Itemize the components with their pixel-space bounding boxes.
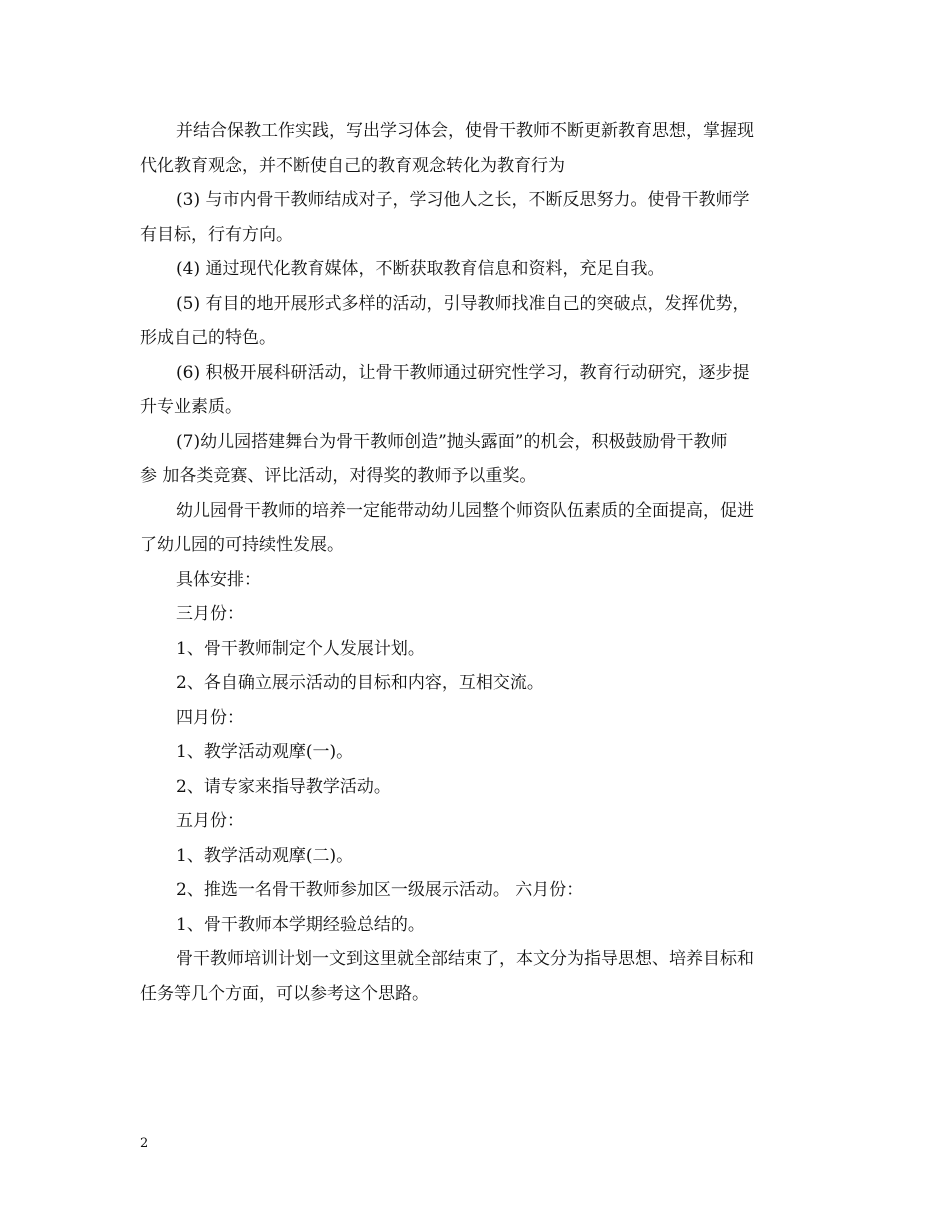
text-line: 了幼儿园的可持续性发展。 (140, 535, 344, 555)
text-line: 参 加各类竞赛、评比活动，对得奖的教师予以重奖。 (140, 466, 537, 486)
text-line: 1、骨干教师制定个人发展计划。 (176, 638, 425, 659)
text-line: 形成自己的特色。 (140, 328, 276, 348)
text-line: 具体安排： (176, 569, 261, 590)
text-line: 2、各自确立展示活动的目标和内容，互相交流。 (176, 673, 544, 693)
text-line: 1、骨干教师本学期经验总结的。 (176, 914, 425, 935)
text-line: 1、教学活动观摩(二)。 (176, 845, 354, 866)
text-line: (6) 积极开展科研活动，让骨干教师通过研究性学习，教育行动研究，逐步提 (176, 362, 750, 383)
text-line: 五月份： (176, 811, 244, 831)
text-line: (5) 有目的地开展形式多样的活动，引导教师找准自己的突破点，发挥优势， (176, 293, 750, 314)
text-line: 幼儿园骨干教师的培养一定能带动幼儿园整个师资队伍素质的全面提高，促进 (176, 500, 754, 521)
text-line: 1、教学活动观摩(一)。 (176, 742, 354, 762)
text-line: 2、推选一名骨干教师参加区一级展示活动。 六月份： (176, 880, 584, 900)
text-line: (4) 通过现代化教育媒体，不断获取教育信息和资料，充足自我。 (176, 259, 665, 279)
page-number: 2 (140, 1136, 149, 1151)
text-line: 有目标，行有方向。 (140, 224, 293, 245)
text-line: (3) 与市内骨干教师结成对子，学习他人之长，不断反思努力。使骨干教师学 (176, 190, 750, 210)
text-line: 骨干教师培训计划一文到这里就全部结束了，本文分为指导思想、培养目标和 (176, 949, 754, 969)
text-line: 2、请专家来指导教学活动。 (176, 776, 391, 797)
text-line: 并结合保教工作实践，写出学习体会，使骨干教师不断更新教育思想，掌握现 (176, 121, 754, 141)
text-line: 三月份： (176, 604, 244, 624)
text-line: 任务等几个方面，可以参考这个思路。 (140, 983, 429, 1004)
text-line: 升专业素质。 (140, 397, 242, 417)
body-text (140, 114, 816, 1011)
text-line: 四月份： (176, 707, 244, 728)
text-line: 代化教育观念，并不断使自己的教育观念转化为教育行为 (140, 155, 565, 176)
text-line: (7)幼儿园搭建舞台为骨干教师创造”抛头露面”的机会，积极鼓励骨干教师 (176, 431, 728, 452)
